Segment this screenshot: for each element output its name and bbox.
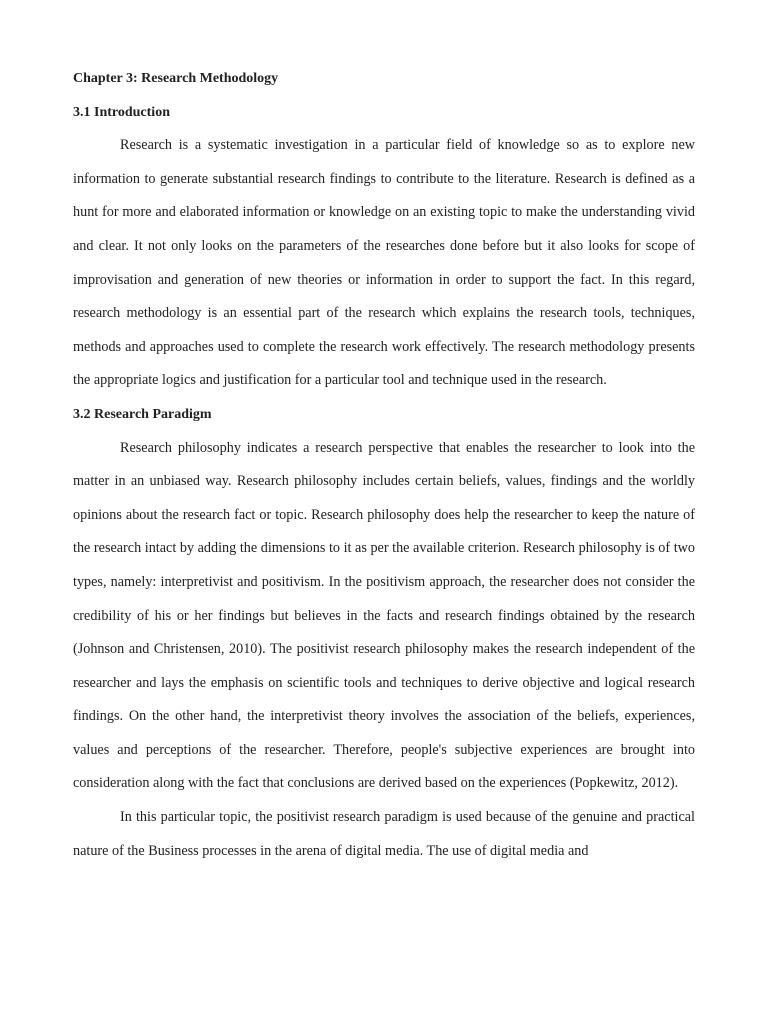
introduction-paragraph: Research is a systematic investigation in a particular field of knowledge so as to explore new information to generate substantial research findings to contribute to the literature. Research is defined as a hunt for more and elaborated information or knowledge on an existing topic to make the understanding vivid and clear. It not only looks on the parameters of the researches done before but it also looks for scope of improvisation and generation of new theories or information in order to support the fact. In this regard, research methodology is an essential part of the research which explains the research tools, techniques, methods and approaches used to complete the research work effectively. The research methodology presents the appropriate logics and justification for a particular tool and technique used in the research. bbox=[73, 137, 695, 389]
chapter-title: Chapter 3: Research Methodology bbox=[73, 71, 279, 86]
research-paradigm-paragraph-1: Research philosophy indicates a research perspective that enables the researcher to look into the matter in an unbiased way. Research philosophy includes certain beliefs, values, findings and the worldly opinions about the research fact or topic. Research philosophy does help the researcher to keep the nature of the research intact by adding the dimensions to it as per the available criterion. Research philosophy is of two types, namely: interpretivist and positivism. In the positivism approach, the researcher does not consider the credibility of his or her findings but believes in the facts and research findings obtained by the research (Johnson and Christensen, 2010). The positivist research philosophy makes the research independent of the researcher and lays the emphasis on scientific tools and techniques to derive objective and logical research findings. On the other hand, the interpretivist theory involves the association of the beliefs, experiences, values and perceptions of the researcher. Therefore, people's subjective experiences are brought into consideration along with the fact that conclusions are derived based on the experiences (Popkewitz, 2012). bbox=[73, 439, 695, 792]
document-page bbox=[73, 62, 695, 868]
research-paradigm-paragraph-2: In this particular topic, the positivist research paradigm is used because of the genuine and practical nature of the Business processes in the arena of digital media. The use of digital media and bbox=[73, 809, 695, 859]
section-heading-introduction: 3.1 Introduction bbox=[73, 104, 170, 120]
section-heading-research-paradigm: 3.2 Research Paradigm bbox=[73, 406, 212, 422]
